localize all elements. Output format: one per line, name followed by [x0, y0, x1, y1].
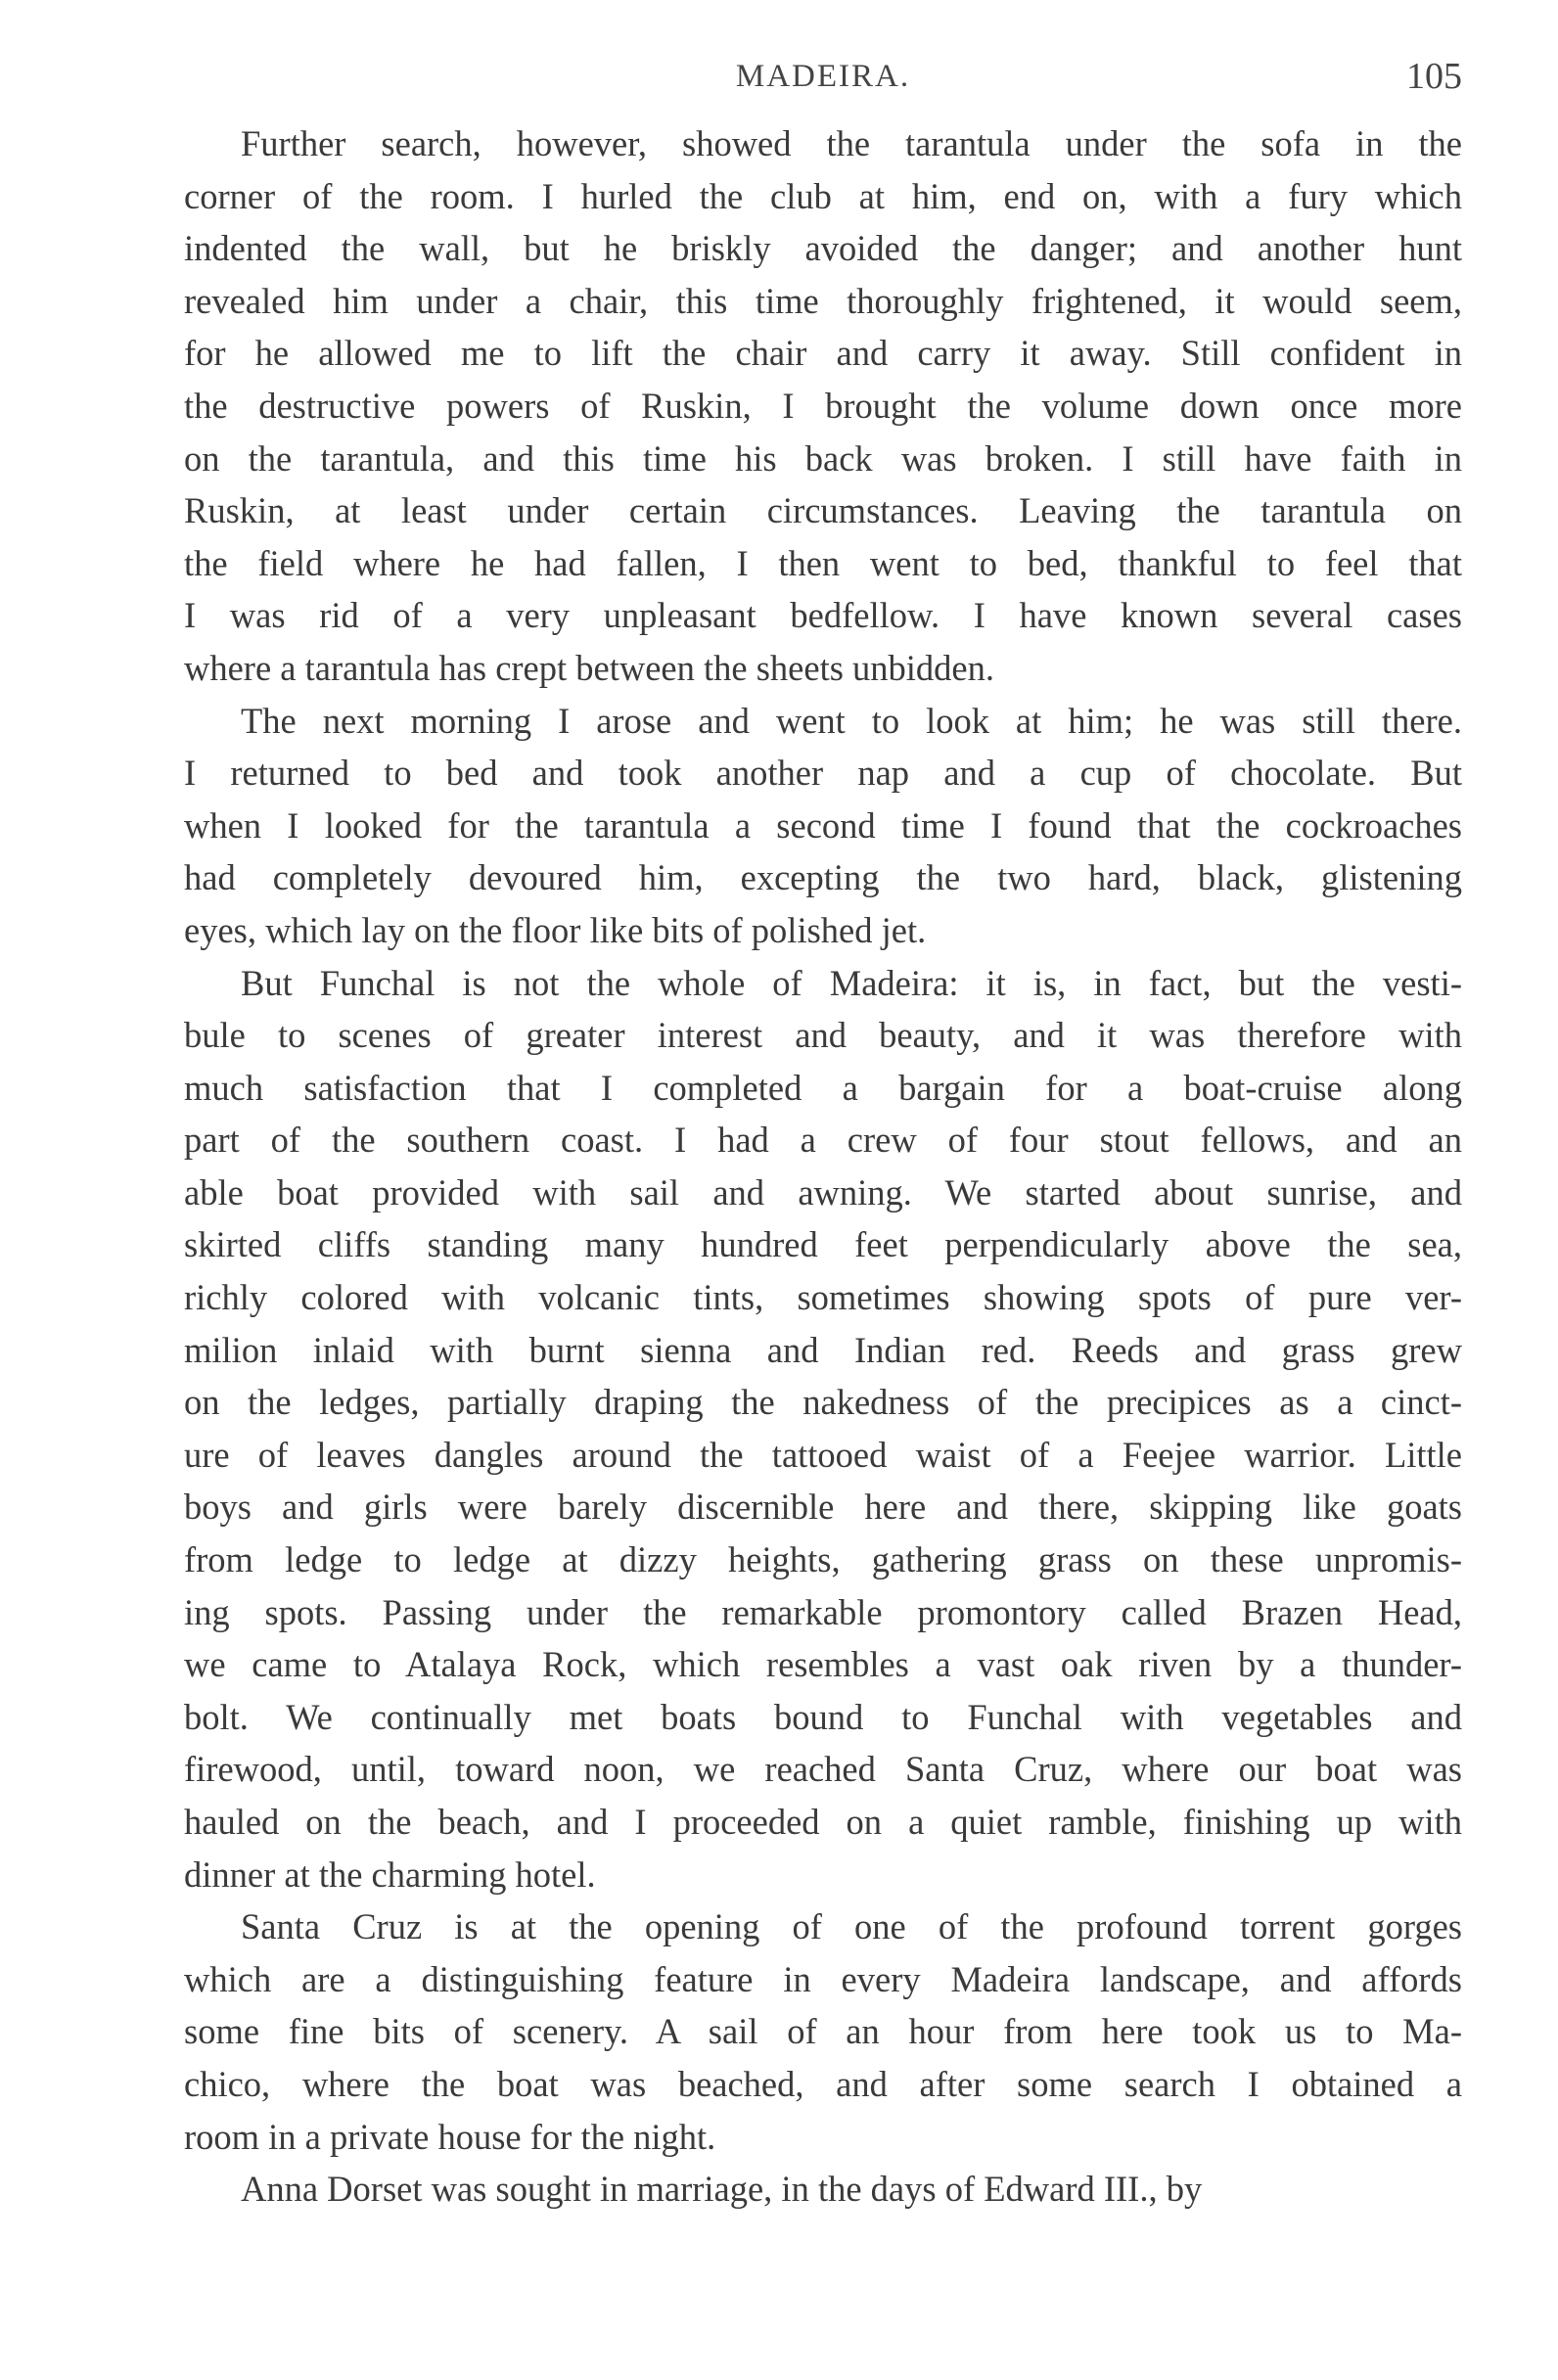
- paragraph: [184, 957, 1462, 1901]
- paragraph: [184, 2163, 1462, 2216]
- text-line: Further search, however, showed the tarantula under the sofa in the: [241, 123, 1462, 163]
- text-line: from ledge to ledge at dizzy heights, gathering grass on these unpromis-: [184, 1539, 1462, 1580]
- book-page: [184, 49, 1462, 2216]
- page-header: [184, 49, 1462, 117]
- text-line: we came to Atalaya Rock, which resembles a vast oak riven by a thunder-: [184, 1644, 1462, 1685]
- text-line: on the tarantula, and this time his back was broken. I still have faith in: [184, 437, 1462, 479]
- running-title: MADEIRA.: [735, 59, 911, 94]
- paragraph: [184, 117, 1462, 695]
- text-line: which are a distinguishing feature in every Madeira landscape, and affords: [184, 1958, 1462, 1999]
- text-line: skirted cliffs standing many hundred feet perpendicularly above the sea,: [184, 1224, 1462, 1265]
- text-line: Santa Cruz is at the opening of one of the profound torrent gorges: [241, 1906, 1462, 1947]
- text-line: The next morning I arose and went to look at him; he was still there.: [241, 700, 1462, 741]
- paragraph: [184, 695, 1462, 957]
- page-number: 105: [1406, 56, 1462, 97]
- text-line: firewood, until, toward noon, we reached Santa Cruz, where our boat was: [184, 1749, 1462, 1790]
- text-line: ure of leaves dangles around the tattooed waist of a Feejee warrior. Little: [184, 1434, 1462, 1475]
- text-line: for he allowed me to lift the chair and carry it away. Still confident in: [184, 333, 1462, 374]
- text-line: Anna Dorset was sought in marriage, in the days of Edward III., by: [241, 2169, 1203, 2210]
- text-line: Ruskin, at least under certain circumstances. Leaving the tarantula on: [184, 490, 1462, 531]
- text-line: able boat provided with sail and awning. We started about sunrise, and: [184, 1171, 1462, 1213]
- text-line: bolt. We continually met boats bound to Funchal with vegetables and: [184, 1696, 1462, 1737]
- text-line: bule to scenes of greater interest and beauty, and it was therefore with: [184, 1015, 1462, 1056]
- text-line: the field where he had fallen, I then went to bed, thankful to feel that: [184, 542, 1462, 583]
- text-line: much satisfaction that I completed a bargain for a boat-cruise along: [184, 1067, 1462, 1108]
- text-line: I returned to bed and took another nap and a cup of chocolate. But: [184, 753, 1462, 794]
- text-line: on the ledges, partially draping the nakedness of the precipices as a cinct-: [184, 1382, 1462, 1423]
- text-line: dinner at the charming hotel.: [184, 1854, 596, 1895]
- text-line: when I looked for the tarantula a second time I found that the cockroaches: [184, 804, 1462, 846]
- text-line: chico, where the boat was beached, and after some search I obtained a: [184, 2063, 1462, 2104]
- text-line: some fine bits of scenery. A sail of an hour from here took us to Ma-: [184, 2011, 1462, 2052]
- text-line: hauled on the beach, and I proceeded on a quiet ramble, finishing up with: [184, 1802, 1462, 1842]
- text-line: had completely devoured him, excepting the two hard, black, glistening: [184, 857, 1462, 898]
- text-line: indented the wall, but he briskly avoided the danger; and another hunt: [184, 228, 1462, 269]
- text-line: ing spots. Passing under the remarkable promontory called Brazen Head,: [184, 1591, 1462, 1632]
- text-line: boys and girls were barely discernible here and there, skipping like goats: [184, 1487, 1462, 1528]
- text-line: part of the southern coast. I had a crew of four stout fellows, and an: [184, 1120, 1462, 1161]
- text-line: I was rid of a very unpleasant bedfellow. I have known several cases: [184, 595, 1462, 636]
- text-line: room in a private house for the night.: [184, 2116, 716, 2157]
- text-line: richly colored with volcanic tints, sometimes showing spots of pure ver-: [184, 1277, 1462, 1318]
- text-line: But Funchal is not the whole of Madeira: it is, in fact, but the vesti-: [241, 962, 1462, 1003]
- text-line: the destructive powers of Ruskin, I brought the volume down once more: [184, 385, 1462, 426]
- text-line: where a tarantula has crept between the sheets unbidden.: [184, 647, 995, 688]
- text-line: revealed him under a chair, this time thoroughly frightened, it would seem,: [184, 280, 1462, 321]
- text-line: corner of the room. I hurled the club at him, end on, with a fury which: [184, 175, 1462, 216]
- body-text: [184, 117, 1462, 2216]
- text-line: milion inlaid with burnt sienna and Indian red. Reeds and grass grew: [184, 1329, 1462, 1370]
- paragraph: [184, 1900, 1462, 2163]
- text-line: eyes, which lay on the floor like bits of polished jet.: [184, 909, 927, 950]
